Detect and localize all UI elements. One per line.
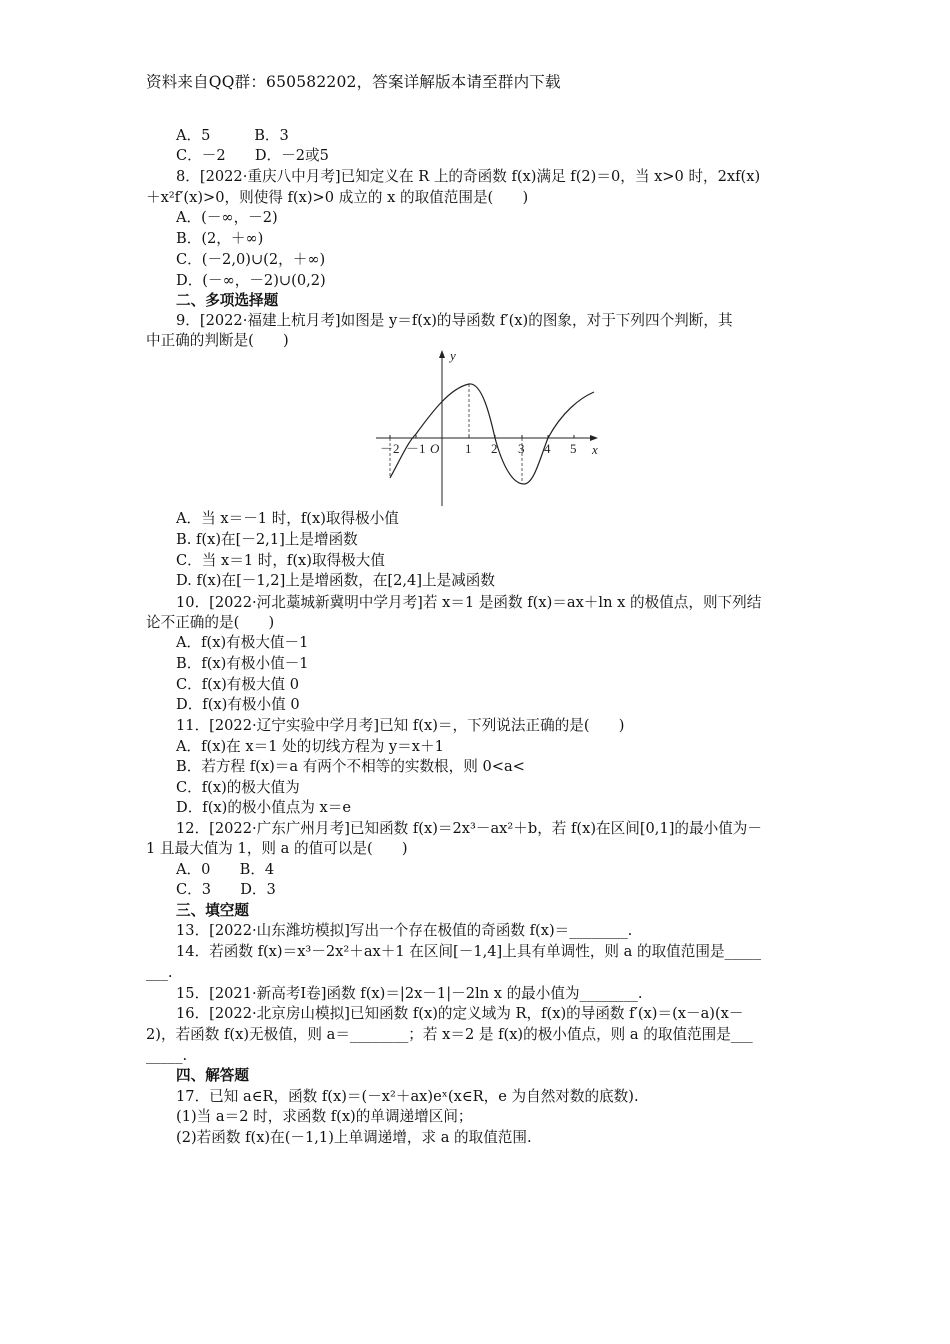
question-line: (2)若函数 f(x)在(－1,1)上单调递增，求 a 的取值范围. bbox=[176, 1129, 532, 1146]
section-heading: 三、填空题 bbox=[176, 902, 249, 919]
derivative-curve bbox=[390, 384, 594, 484]
question-line: A．f(x)在 x＝1 处的切线方程为 y＝x＋1 bbox=[176, 738, 444, 755]
x-axis-arrow bbox=[590, 435, 598, 441]
tick-label: 4 bbox=[544, 441, 551, 456]
question-line: 16．[2022·北京房山模拟]已知函数 f(x)的定义域为 R，f(x)的导函数 f′(x)＝(x－a)(x－ bbox=[176, 1005, 744, 1022]
question-line: 8．[2022·重庆八中月考]已知定义在 R 上的奇函数 f(x)满足 f(2)＝0，当 x>0 时，2xf(x) bbox=[176, 168, 761, 185]
question-line: A．0 B．4 bbox=[176, 861, 275, 878]
question-line: A．5 B．3 bbox=[176, 127, 289, 144]
x-axis-label: x bbox=[592, 442, 598, 457]
question-line: C．(－2,0)∪(2，＋∞) bbox=[176, 251, 326, 268]
derivative-graph bbox=[372, 346, 604, 510]
question-line: D．f(x)有极小值 0 bbox=[176, 696, 300, 713]
question-line: B．(2，＋∞) bbox=[176, 230, 264, 247]
question-line: 12．[2022·广东广州月考]已知函数 f(x)＝2x³－ax²＋b，若 f(x)在区间[0,1]的最小值为－ bbox=[176, 820, 762, 837]
question-line: C．当 x＝1 时，f(x)取得极大值 bbox=[176, 552, 385, 569]
question-line: C．－2 D．－2或5 bbox=[176, 147, 329, 164]
question-line: 9．[2022·福建上杭月考]如图是 y＝f(x)的导函数 f′(x)的图象，对于下列四个判断，其 bbox=[176, 312, 733, 329]
question-line: _____. bbox=[146, 1047, 188, 1064]
section-heading: 二、多项选择题 bbox=[176, 292, 279, 309]
question-line: 11．[2022·辽宁实验中学月考]已知 f(x)＝，下列说法正确的是( ) bbox=[176, 717, 625, 734]
question-line: 13．[2022·山东潍坊模拟]写出一个存在极值的奇函数 f(x)＝________. bbox=[176, 922, 633, 939]
tick-label: 5 bbox=[570, 441, 577, 456]
question-line: C．3 D．3 bbox=[176, 881, 276, 898]
question-line: A．(－∞，－2) bbox=[176, 209, 278, 226]
question-line: C．f(x)的极大值为 bbox=[176, 779, 300, 796]
question-line: A．当 x＝－1 时，f(x)取得极小值 bbox=[176, 510, 399, 527]
question-line: D．f(x)的极小值点为 x＝e bbox=[176, 799, 351, 816]
question-line: 1 且最大值为 1，则 a 的值可以是( ) bbox=[146, 840, 408, 857]
question-line: 中正确的判断是( ) bbox=[146, 332, 289, 349]
y-axis-label: y bbox=[450, 348, 456, 363]
question-line: A．f(x)有极大值－1 bbox=[176, 634, 309, 651]
question-line: B. f(x)在[－2,1]上是增函数 bbox=[176, 531, 358, 548]
question-line: D．(－∞，－2)∪(0,2) bbox=[176, 272, 326, 289]
question-line: 17．已知 a∈R，函数 f(x)＝(－x²＋ax)eˣ(x∈R，e 为自然对数的底数). bbox=[176, 1088, 639, 1105]
origin-label: O bbox=[430, 441, 440, 456]
tick-label: 1 bbox=[465, 441, 472, 456]
question-line: D. f(x)在[－1,2]上是增函数，在[2,4]上是减函数 bbox=[176, 572, 495, 589]
question-line: B．f(x)有极小值－1 bbox=[176, 655, 309, 672]
tick-label: －2 bbox=[380, 441, 400, 456]
question-line: C．f(x)有极大值 0 bbox=[176, 676, 300, 693]
question-line: 论不正确的是( ) bbox=[146, 614, 275, 631]
question-line: 15．[2021·新高考Ⅰ卷]函数 f(x)＝|2x－1|－2ln x 的最小值为________. bbox=[176, 985, 643, 1002]
question-line: 14．若函数 f(x)＝x³－2x²＋ax＋1 在区间[－1,4]上具有单调性，则 a 的取值范围是_____ bbox=[176, 943, 762, 960]
question-line: ___. bbox=[146, 964, 173, 981]
question-line: 10．[2022·河北藁城新冀明中学月考]若 x＝1 是函数 f(x)＝ax＋ln x 的极值点，则下列结 bbox=[176, 594, 762, 611]
tick-label: －1 bbox=[406, 441, 426, 456]
question-line: ＋x²f′(x)>0，则使得 f(x)>0 成立的 x 的取值范围是( ) bbox=[146, 189, 529, 206]
y-axis-arrow bbox=[439, 350, 445, 358]
tick-label: 2 bbox=[491, 441, 498, 456]
question-line: B．若方程 f(x)＝a 有两个不相等的实数根，则 0<a< bbox=[176, 758, 525, 775]
tick-label: 3 bbox=[518, 441, 525, 456]
question-line: 2)，若函数 f(x)无极值，则 a＝________；若 x＝2 是 f(x)的极小值点，则 a 的取值范围是___ bbox=[146, 1026, 753, 1043]
page-header: 资料来自QQ群：650582202，答案详解版本请至群内下载 bbox=[146, 73, 561, 91]
section-heading: 四、解答题 bbox=[176, 1067, 249, 1084]
question-line: (1)当 a＝2 时，求函数 f(x)的单调递增区间； bbox=[176, 1108, 473, 1125]
